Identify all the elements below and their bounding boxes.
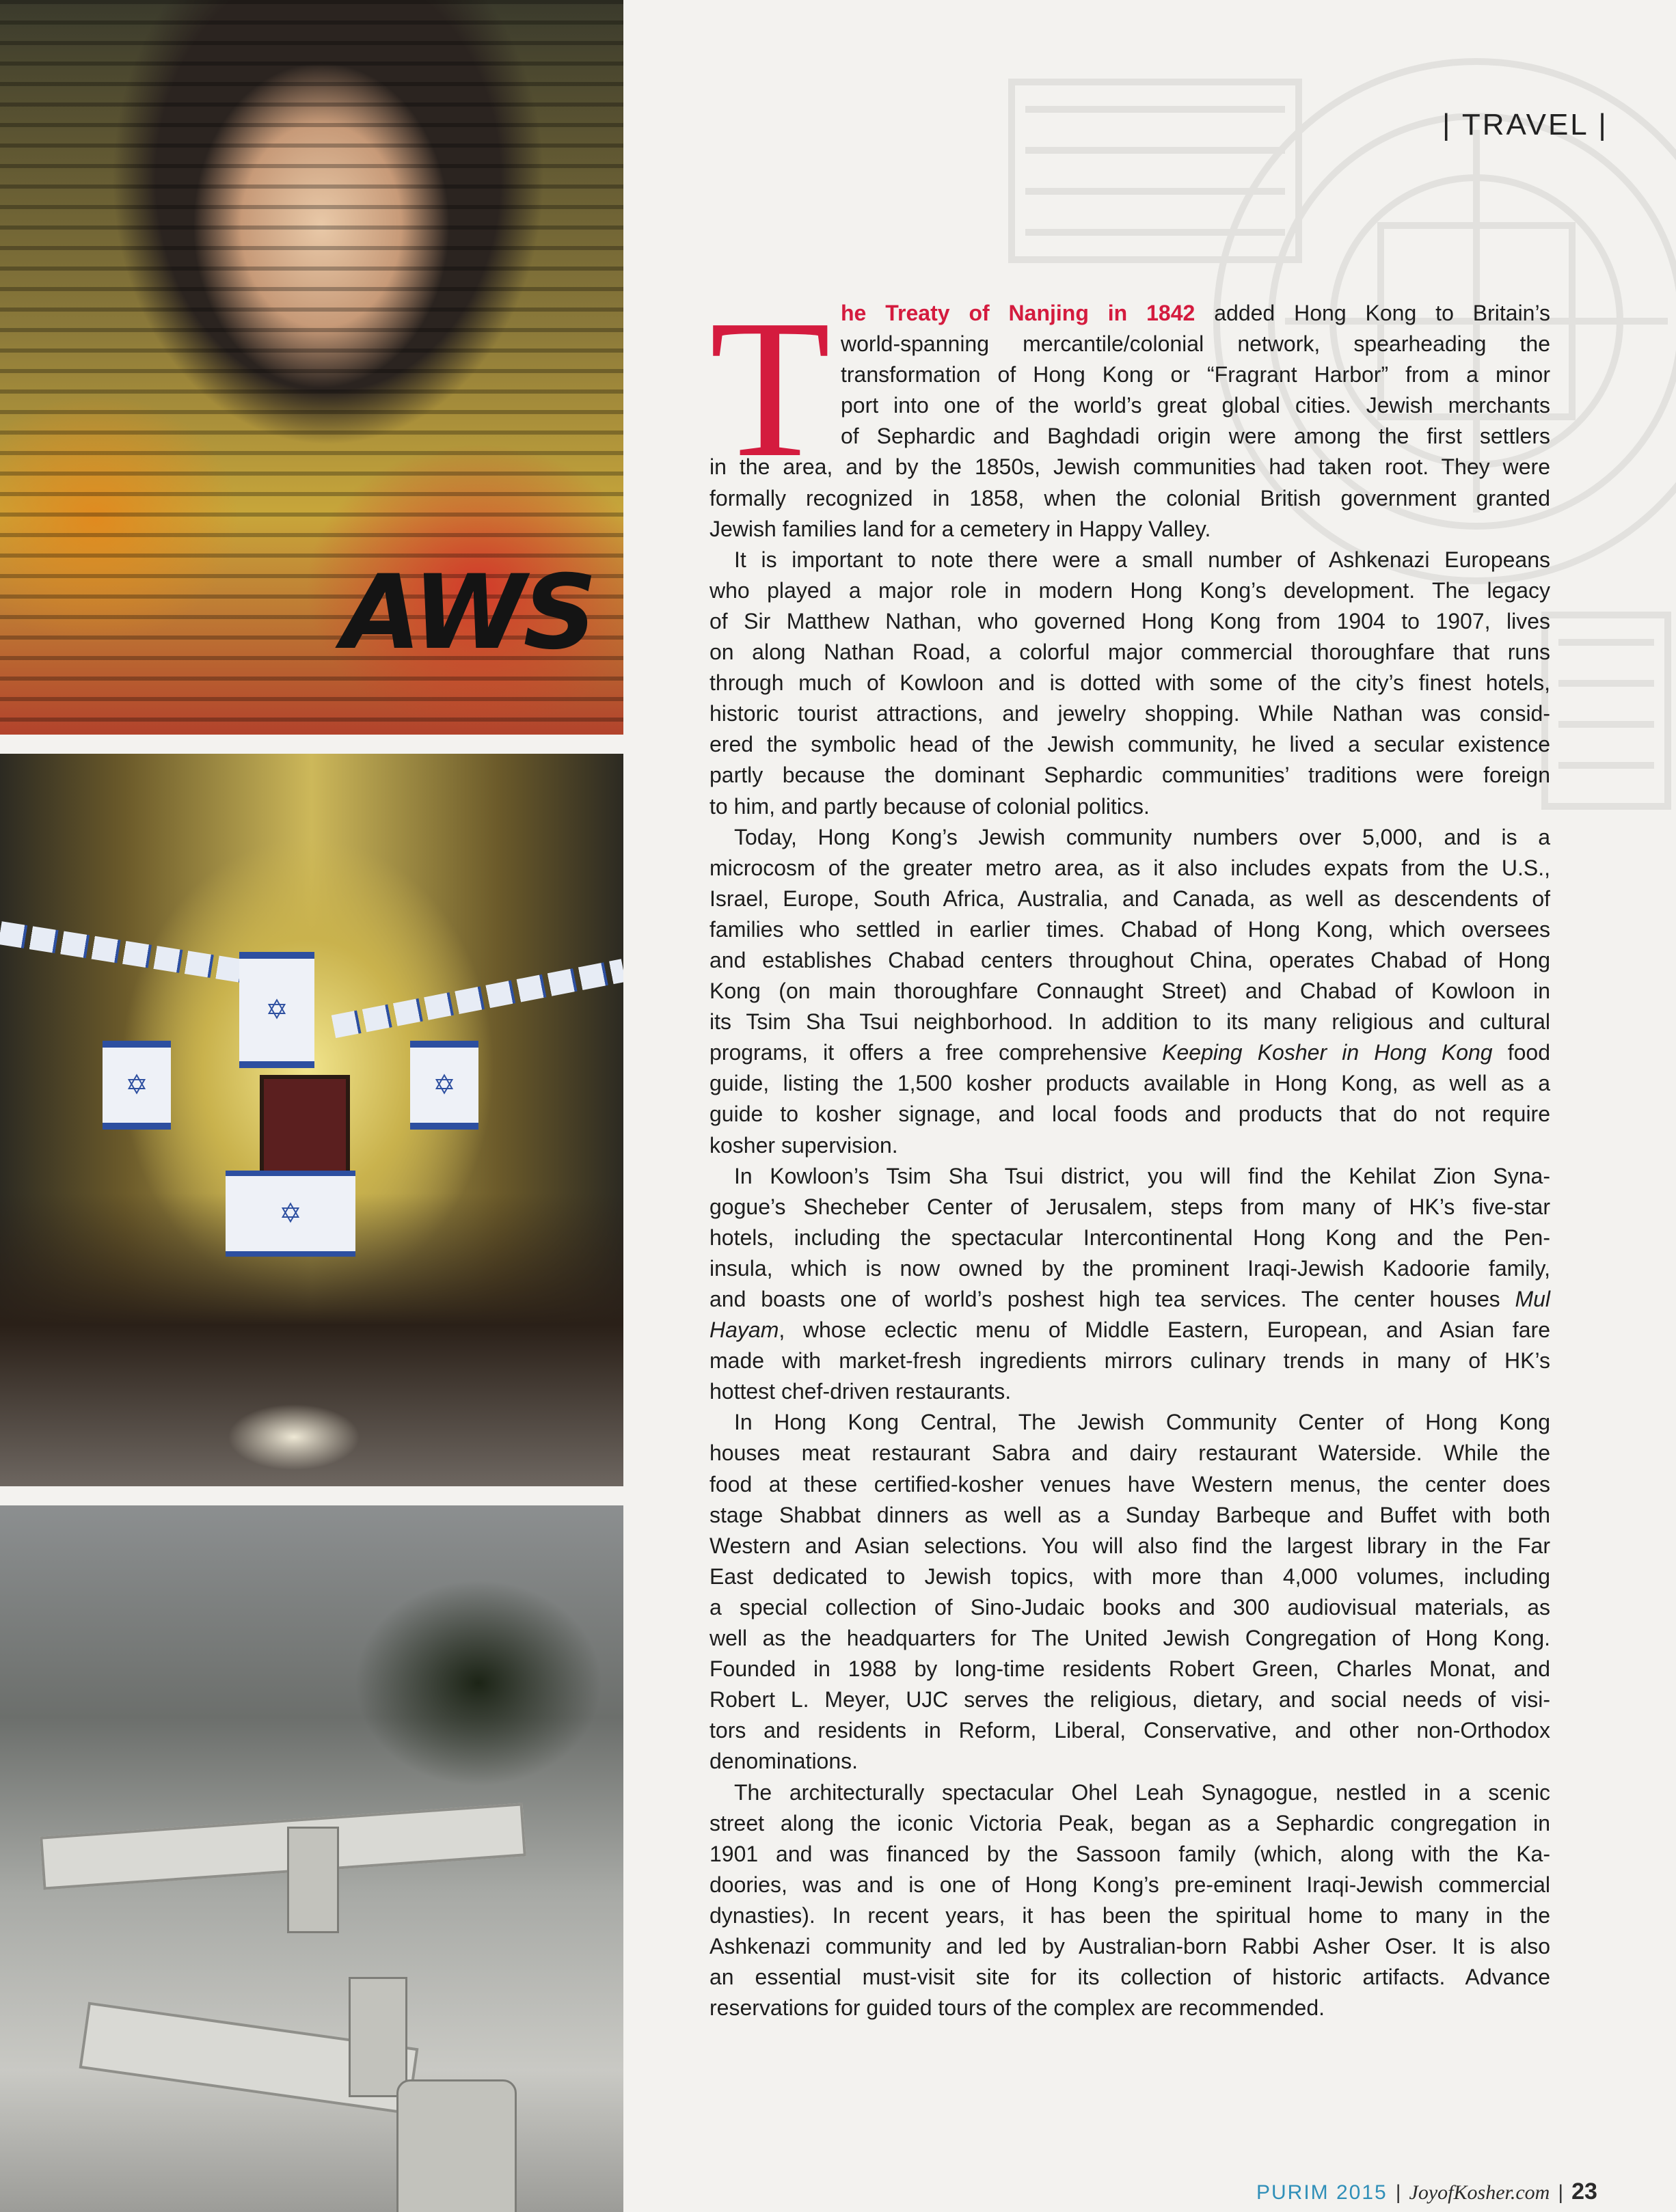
text-line: Israel, Europe, South Africa, Australia, and Canada, as well as descendents of bbox=[709, 886, 1550, 911]
text-line: gogue’s Shecheber Center of Jerusalem, steps from many of HK’s five-star bbox=[709, 1194, 1550, 1219]
drop-cap: T bbox=[709, 279, 831, 498]
text-line: its Tsim Sha Tsui neighborhood. In addition to its many religious and cultural bbox=[709, 1009, 1550, 1035]
text-line: port into one of the world’s great global cities. Jewish merchants bbox=[841, 393, 1550, 418]
text-line: houses meat restaurant Sabra and dairy restaurant Waterside. While the bbox=[709, 1440, 1550, 1466]
text-line: kosher supervision. bbox=[709, 1132, 898, 1158]
paragraph bbox=[709, 1161, 1550, 1408]
paragraph bbox=[709, 545, 1550, 822]
restaurant-name: Mul bbox=[1515, 1287, 1550, 1311]
paragraph bbox=[709, 822, 1550, 1161]
text-line: reservations for guided tours of the complex are recommended. bbox=[709, 1995, 1325, 2021]
divider: | bbox=[1598, 108, 1608, 141]
photo-stone-courtyard bbox=[0, 1505, 623, 2212]
text-line: Kong (on main thoroughfare Connaught Street) and Chabad of Kowloon in bbox=[709, 979, 1550, 1004]
text-line: Jewish families land for a cemetery in Happy Valley. bbox=[709, 516, 1211, 541]
text-line: In Hong Kong Central, The Jewish Community Center of Hong Kong bbox=[734, 1410, 1550, 1435]
article-body bbox=[709, 279, 1551, 2023]
text-line: 1901 and was financed by the Sassoon family (which, along with the Ka- bbox=[709, 1841, 1550, 1866]
text-line: historic tourist attractions, and jewelry shopping. While Nathan was consid- bbox=[709, 701, 1550, 726]
text-line: transformation of Hong Kong or “Fragrant Harbor” from a minor bbox=[841, 362, 1550, 387]
stone-urn bbox=[396, 2079, 517, 2212]
divider: | bbox=[1395, 2181, 1401, 2204]
divider: | bbox=[1558, 2181, 1564, 2204]
lead-in: he Treaty of Nanjing in 1842 bbox=[841, 301, 1195, 325]
text-line: Hayam, whose eclectic menu of Middle Eastern, European, and Asian fare bbox=[709, 1317, 1550, 1343]
text-line: to him, and partly because of colonial politics. bbox=[709, 793, 1150, 819]
text-line: on along Nathan Road, a colorful major commercial thoroughfare that runs bbox=[709, 640, 1550, 665]
text-line: in the area, and by the 1850s, Jewish communities had taken root. They were bbox=[709, 454, 1550, 480]
star-of-david-icon: ✡ bbox=[433, 1069, 456, 1101]
photo-synagogue-interior bbox=[0, 754, 623, 1486]
section-label bbox=[1442, 108, 1608, 142]
text-line: insula, which is now owned by the prominent Iraqi-Jewish Kadoorie family, bbox=[709, 1255, 1550, 1281]
text-line: Ashkenazi community and led by Australian-born Rabbi Asher Oser. It is also bbox=[709, 1933, 1550, 1958]
page-footer bbox=[1256, 2179, 1639, 2205]
text-line: hotels, including the spectacular Intercontinental Hong Kong and the Pen- bbox=[709, 1225, 1550, 1250]
text-line: Founded in 1988 by long-time residents Robert Green, Charles Monat, and bbox=[709, 1656, 1550, 1682]
text-line: who played a major role in modern Hong Kong’s development. The legacy bbox=[709, 577, 1550, 603]
text-line: he Treaty of Nanjing in 1842 added Hong Kong to Britain’s bbox=[841, 301, 1551, 325]
text-line: stage Shabbat dinners as well as a Sunday Barbeque and Buffet with both bbox=[709, 1502, 1550, 1527]
text-line: world-spanning mercantile/colonial network, spearheading the bbox=[841, 331, 1550, 357]
site-name: JoyofKosher.com bbox=[1409, 2181, 1550, 2204]
section-title: TRAVEL bbox=[1461, 108, 1589, 141]
text-line: street along the iconic Victoria Peak, began as a Sephardic congregation in bbox=[709, 1810, 1550, 1835]
text-line: guide to kosher signage, and local foods and products that do not require bbox=[709, 1102, 1550, 1127]
text-line: well as the headquarters for The United Jewish Congregation of Hong Kong. bbox=[709, 1626, 1550, 1651]
paragraph bbox=[709, 279, 1551, 545]
text-line: Robert L. Meyer, UJC serves the religious, dietary, and social needs of visi- bbox=[709, 1687, 1550, 1712]
text-line: doories, was and is one of Hong Kong’s pre-eminent Iraqi-Jewish commercial bbox=[709, 1872, 1550, 1897]
text-line: an essential must-visit site for its collection of historic artifacts. Advance bbox=[709, 1965, 1550, 1990]
text-line: hottest chef-driven restaurants. bbox=[709, 1379, 1012, 1404]
star-of-david-icon: ✡ bbox=[125, 1069, 148, 1101]
text-line: The architecturally spectacular Ohel Leah Synagogue, nestled in a scenic bbox=[734, 1779, 1550, 1805]
text-line: In Kowloon’s Tsim Sha Tsui district, you will find the Kehilat Zion Syna- bbox=[734, 1163, 1550, 1188]
flag-bunting-right bbox=[332, 959, 623, 1038]
text-line: It is important to note there were a small number of Ashkenazi Europeans bbox=[734, 547, 1550, 572]
star-of-david-icon: ✡ bbox=[279, 1198, 302, 1229]
text-line: and boasts one of world’s poshest high tea services. The center houses Mul bbox=[709, 1287, 1550, 1311]
text-line: dynasties). In recent years, it has been the spiritual home to many in the bbox=[709, 1902, 1550, 1928]
text-line: of Sir Matthew Nathan, who governed Hong Kong from 1904 to 1907, lives bbox=[709, 608, 1550, 633]
text-line: and establishes Chabad centers throughout China, operates Chabad of Hong bbox=[709, 947, 1550, 972]
text-line: Western and Asian selections. You will also find the largest library in the Far bbox=[709, 1533, 1550, 1558]
text-line: through much of Kowloon and is dotted with some of the city’s finest hotels, bbox=[709, 670, 1550, 696]
stone-railing-main bbox=[40, 1803, 526, 1889]
torah-ark bbox=[260, 1075, 350, 1186]
paragraph bbox=[709, 1407, 1550, 1777]
text-line: East dedicated to Jewish topics, with more than 4,000 volumes, including bbox=[709, 1564, 1550, 1589]
text-line: a special collection of Sino-Judaic books and 300 audiovisual materials, as bbox=[709, 1594, 1550, 1620]
israeli-flag-center bbox=[239, 952, 314, 1068]
israeli-flag-right bbox=[410, 1041, 478, 1130]
text-line: ered the symbolic head of the Jewish community, he lived a secular existence bbox=[709, 732, 1550, 757]
text-line: food at these certified-kosher venues have Western menus, the center does bbox=[709, 1471, 1550, 1497]
divider: | bbox=[1442, 108, 1452, 141]
text-line: families who settled in earlier times. Chabad of Hong Kong, which oversees bbox=[709, 916, 1550, 942]
israeli-flag-left bbox=[103, 1041, 171, 1130]
text-line: Today, Hong Kong’s Jewish community numbers over 5,000, and is a bbox=[734, 824, 1550, 849]
text-line: of Sephardic and Baghdadi origin were among the first settlers bbox=[841, 424, 1550, 449]
guide-title: Keeping Kosher in Hong Kong bbox=[1162, 1040, 1493, 1065]
page-number: 23 bbox=[1571, 2179, 1597, 2204]
text-line: guide, listing the 1,500 kosher products available in Hong Kong, as well as a bbox=[709, 1071, 1550, 1096]
text-line: partly because the dominant Sephardic communities’ traditions were foreign bbox=[709, 763, 1550, 788]
stone-post bbox=[287, 1827, 339, 1933]
text-line: programs, it offers a free comprehensive Keeping Kosher in Hong Kong food bbox=[709, 1040, 1551, 1065]
restaurant-name: Hayam bbox=[709, 1317, 779, 1343]
mural-graffiti-tag: AWS bbox=[342, 554, 595, 672]
stone-post bbox=[349, 1977, 407, 2097]
paragraph bbox=[709, 1777, 1550, 2024]
issue-label: PURIM 2015 bbox=[1256, 2181, 1388, 2204]
text-line: made with market-fresh ingredients mirrors culinary trends in many of HK’s bbox=[709, 1348, 1550, 1374]
text-line: formally recognized in 1858, when the colonial British government granted bbox=[709, 485, 1550, 510]
text-line: microcosm of the greater metro area, as it also includes expats from the U.S., bbox=[709, 855, 1550, 880]
bimah-flag bbox=[226, 1171, 355, 1257]
text-line: tors and residents in Reform, Liberal, Conservative, and other non-Orthodox bbox=[709, 1718, 1550, 1743]
text-line: denominations. bbox=[709, 1749, 859, 1774]
star-of-david-icon: ✡ bbox=[265, 994, 288, 1026]
photo-street-mural bbox=[0, 0, 623, 735]
